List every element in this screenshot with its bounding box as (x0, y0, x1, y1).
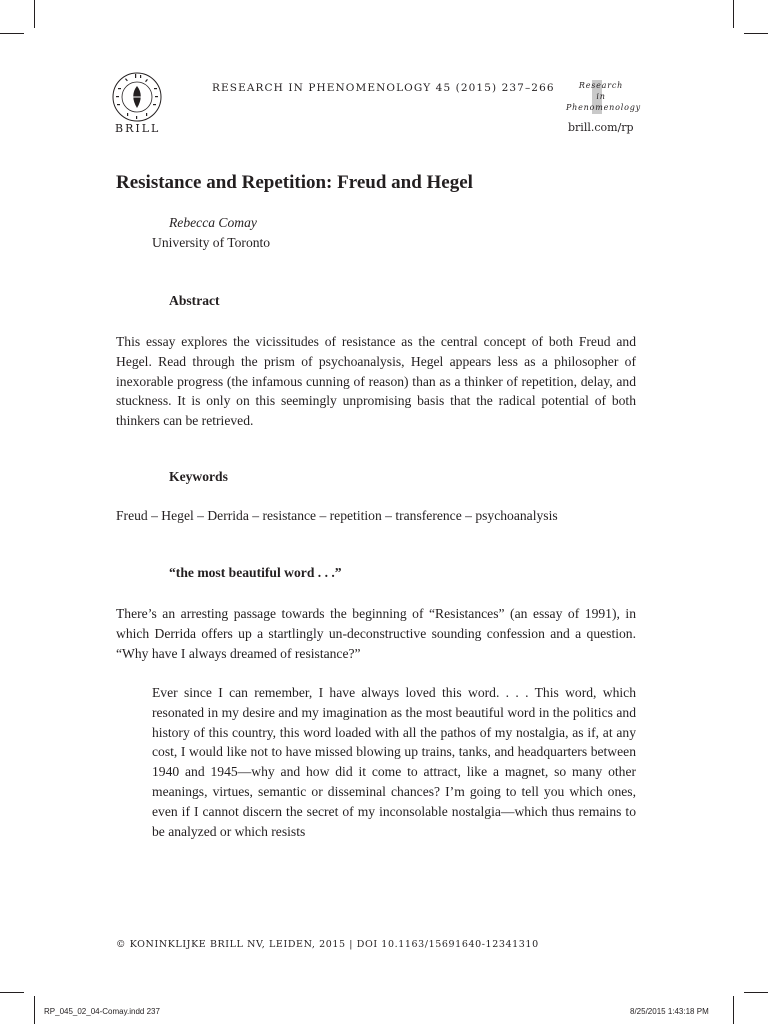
article-title: Resistance and Repetition: Freud and Hegel (116, 172, 473, 193)
publisher-name: BRILL (115, 122, 161, 135)
crop-mark (0, 992, 24, 993)
slug-filename: RP_045_02_04-Comay.indd 237 (44, 1007, 160, 1016)
section-heading: “the most beautiful word . . .” (169, 565, 342, 580)
brill-seal-logo (110, 70, 164, 124)
abstract-text (116, 332, 636, 431)
journal-logo (566, 80, 641, 114)
abstract-paragraph: This essay explores the vicissitudes of resistance as the central concept of both Freud and Hegel. Read through the prism of psychoanalysis, Hegel appears less as a philosopher of inexorable progress (the infamous cunning of reason) than as a thinker of repetition, delay, and stuckness. It is only on this seemingly unpromising basis that the radical potential of both thinkers can be retrieved. (116, 334, 636, 429)
body-paragraph-container (116, 604, 636, 663)
crop-mark (744, 33, 768, 34)
abstract-heading: Abstract (169, 293, 220, 308)
crop-mark (733, 996, 734, 1024)
crop-mark (0, 33, 24, 34)
slug-timestamp: 8/25/2015 1:43:18 PM (630, 1007, 709, 1016)
journal-logo-line: Phenomenology (566, 103, 641, 112)
crop-mark (34, 0, 35, 28)
author-affiliation: University of Toronto (152, 235, 271, 250)
crop-mark (34, 996, 35, 1024)
copyright-line: © KONINKLIJKE BRILL NV, LEIDEN, 2015 | DOI 10.1163/15691640-12341310 (116, 939, 539, 950)
keywords-list: Freud – Hegel – Derrida – resistance – repetition – transference – psychoanalysis (116, 508, 558, 523)
keywords-heading: Keywords (169, 469, 228, 484)
author-name: Rebecca Comay (169, 215, 257, 230)
journal-logo-line: in (596, 92, 606, 101)
journal-url[interactable]: brill.com/rp (568, 121, 634, 134)
journal-logo-line: Research (578, 81, 624, 90)
body-paragraph: There’s an arresting passage towards the beginning of “Resistances” (an essay of 1991), in which Derrida offers up a startlingly un-deconstructive sounding confession and a question. “Why have I always dreamed of resistance?” (116, 606, 636, 661)
crop-mark (733, 0, 734, 28)
journal-citation: RESEARCH IN PHENOMENOLOGY 45 (2015) 237–266 (212, 82, 555, 94)
block-quote (152, 683, 636, 841)
crop-mark (744, 992, 768, 993)
block-quote-text: Ever since I can remember, I have always loved this word. . . . This word, which resonated in my desire and my imagination as the most beautiful word in the politics and history of this country, this word loaded with all the pathos of my nostalgia, as if, at any cost, I would like not to have missed blowing up trains, tanks, and headquarters between 1940 and 1945—why and how did it come to attract, like a magnet, so many other meanings, virtues, semantic or disseminal chances? I’m going to tell you which ones, even if I cannot discern the secret of my inconsolable nostalgia—which thus remains to be analyzed or which resists (152, 685, 636, 839)
